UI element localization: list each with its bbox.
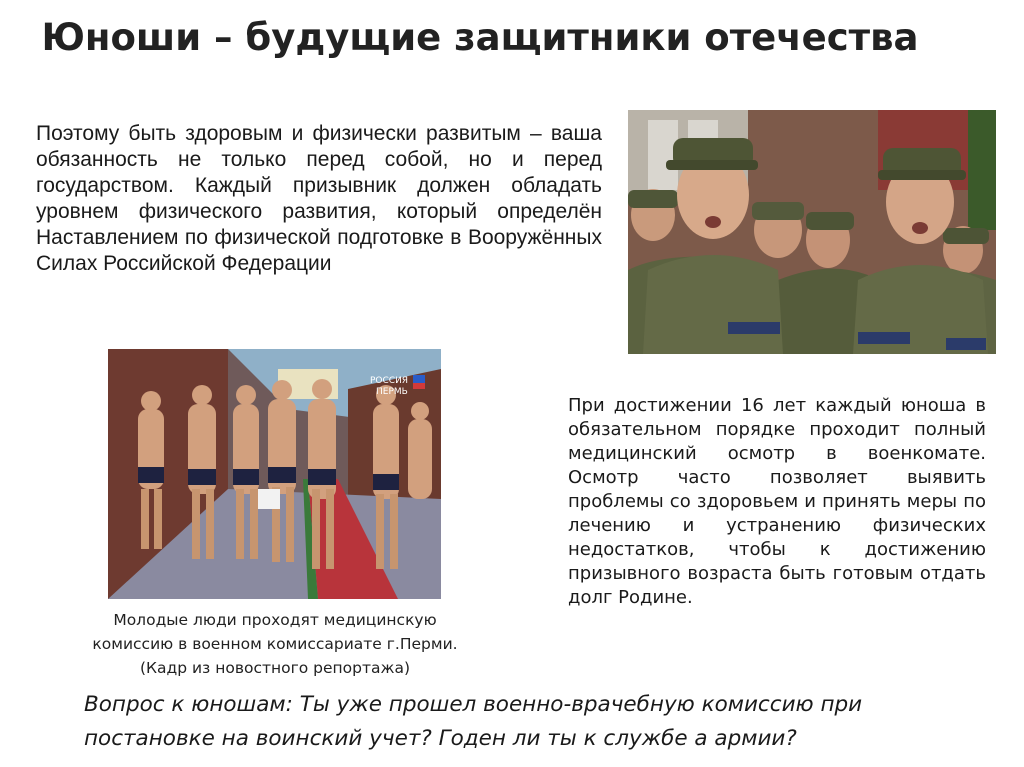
caption-line-2: комиссию в военном комиссариате г.Перми.: [92, 635, 458, 653]
medical-commission-photo: [108, 349, 441, 599]
question-line-1: Вопрос к юношам: Ты уже прошел военно-врачебную комиссию при: [84, 692, 863, 717]
medical-exam-paragraph: При достижении 16 лет каждый юноша в обязательном порядке проходит полный медицинский осмотр в военкомате. Осмотр часто позволяет выявить проблемы со здоровьем и принять меры по лечению и устранению физических недостатков, чтобы к достижению призывного возраста быть готовым отдать долг Родине.: [568, 395, 986, 608]
slide-title: Юноши – будущие защитники отечества: [41, 16, 919, 59]
question-line-2: постановке на воинский учет? Годен ли ты к службе а армии?: [84, 726, 797, 751]
intro-paragraph: Поэтому быть здоровым и физически развитым – ваша обязанность не только перед собой, но и перед государством. Каждый призывник должен обладать уровнем физического развития, который определён Наставлением по физической подготовке в Вооружённых Силах Российской Федерации: [36, 122, 602, 275]
caption-line-3: (Кадр из новостного репортажа): [139, 659, 411, 677]
question-to-boys: [84, 688, 984, 756]
caption-line-1: Молодые люди проходят медицинскую: [113, 611, 437, 629]
svg-text:ПЕРМЬ: ПЕРМЬ: [376, 387, 408, 397]
soldiers-photo: [628, 110, 996, 354]
photo-caption: [60, 608, 490, 680]
svg-text:РОССИЯ: РОССИЯ: [370, 376, 409, 386]
